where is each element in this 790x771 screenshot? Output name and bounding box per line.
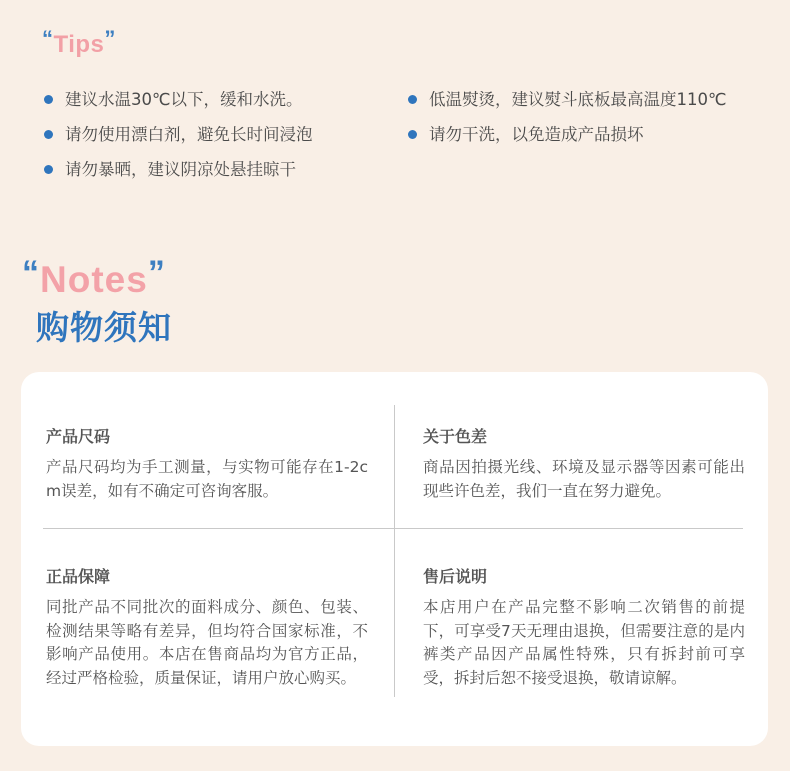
tip-text: 请勿使用漂白剂，避免长时间浸泡 <box>65 125 313 144</box>
section-title: 关于色差 <box>423 427 488 446</box>
section-text: 本店用户在产品完整不影响二次销售的前提下，可享受7天无理由退换，但需要注意的是内裤类产品因产品属性特殊，只有拆封前可享受，拆封后恕不接受退换，敬请谅解。 <box>423 598 745 687</box>
bullet-dot-icon <box>44 130 53 139</box>
section-title: 产品尺码 <box>46 427 111 446</box>
tip-item <box>408 82 727 117</box>
section-after-sales <box>423 564 745 690</box>
section-product-size <box>46 424 368 503</box>
section-text: 同批产品不同批次的面料成分、颜色、包装、检测结果等略有差异，但均符合国家标准，不影响产品使用。本店在售商品均为官方正品，经过严格检验，质量保证，请用户放心购买。 <box>46 598 368 687</box>
tips-quote-open: “ <box>42 26 54 51</box>
tips-list-left <box>44 82 313 187</box>
tip-text: 建议水温30℃以下，缓和水洗。 <box>65 90 303 109</box>
notes-quote-close: ” <box>147 254 166 292</box>
notes-title: Notes <box>40 259 148 300</box>
tips-title: Tips <box>53 31 105 58</box>
tips-list-right <box>408 82 727 152</box>
section-title: 正品保障 <box>46 567 111 586</box>
tip-text: 请勿干洗，以免造成产品损坏 <box>429 125 644 144</box>
bullet-dot-icon <box>44 95 53 104</box>
tip-item <box>44 117 313 152</box>
bullet-dot-icon <box>44 165 53 174</box>
bullet-dot-icon <box>408 95 417 104</box>
vertical-divider <box>394 405 395 697</box>
section-authenticity <box>46 564 368 690</box>
section-color-difference <box>423 424 745 503</box>
tip-item <box>44 152 313 187</box>
shopping-notice-title: 购物须知 <box>36 308 172 347</box>
horizontal-divider <box>43 528 743 529</box>
tips-heading <box>42 26 116 59</box>
section-title: 售后说明 <box>423 567 488 586</box>
tips-quote-close: ” <box>104 26 116 51</box>
tip-item <box>408 117 727 152</box>
bullet-dot-icon <box>408 130 417 139</box>
section-text: 商品因拍摄光线、环境及显示器等因素可能出现些许色差，我们一直在努力避免。 <box>423 458 745 500</box>
notes-quote-open: “ <box>22 254 40 292</box>
tip-text: 请勿暴晒，建议阴凉处悬挂晾干 <box>65 160 296 179</box>
notes-heading <box>22 254 166 301</box>
tip-text: 低温熨烫，建议熨斗底板最高温度110℃ <box>429 90 727 109</box>
tip-item <box>44 82 313 117</box>
section-text: 产品尺码均为手工测量，与实物可能存在1-2cm误差，如有不确定可咨询客服。 <box>46 458 368 500</box>
notes-card <box>21 372 768 746</box>
